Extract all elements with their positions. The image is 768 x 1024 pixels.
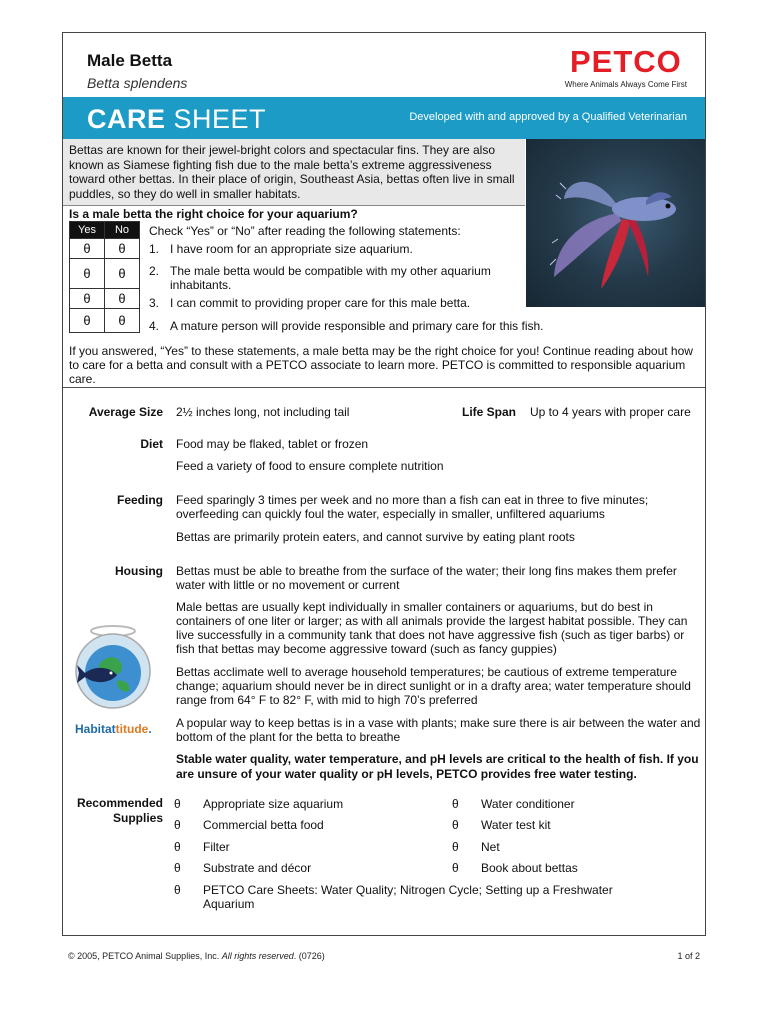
footer-copyright [68, 951, 325, 961]
banner-title [87, 104, 266, 135]
housing-item: Male bettas are usually kept individually in smaller containers or aquariums, but do best in containers of one liter or larger; as with all animals provide the largest habitat possible. They can live successfully in a community tank that does not have aggressive fish (such as tiger barbs) or fish that bettas may become aggressive toward (such as fancy guppies) [176, 600, 688, 656]
life-span-value: Up to 4 years with proper care [530, 405, 691, 419]
document-code: . (0726) [293, 951, 325, 961]
no-checkbox-4[interactable]: θ [105, 309, 140, 333]
betta-fish-photo [526, 139, 706, 307]
yes-no-row [70, 259, 140, 289]
section-divider [63, 387, 706, 388]
supply-text: Appropriate size aquarium [203, 797, 344, 811]
supply-bullet: θ [174, 861, 181, 875]
average-size-label: Average Size [88, 405, 163, 419]
housing-item: A popular way to keep bettas is in a vase with plants; make sure there is air between the water and bottom of the plant for the betta to breathe [176, 716, 701, 744]
housing-item: Bettas acclimate well to average household temperatures; be cautious of extreme temperature change; aquarium should never be in direct sunlight or in a drafty area; water temperature should range from 64° F to 82° F, with mid to high 70’s preferred [176, 665, 691, 707]
supply-text: Substrate and décor [203, 861, 312, 875]
supply-bullet: θ [452, 840, 459, 854]
yes-no-row [70, 289, 140, 309]
statement-number: 2. [149, 264, 160, 278]
habitattitude-part2: titude [115, 722, 149, 736]
life-span-label: Life Span [462, 405, 517, 419]
supply-bullet: θ [174, 818, 181, 832]
statement-2 [149, 264, 529, 292]
banner-note: Developed with and approved by a Qualified Veterinarian [409, 111, 687, 123]
logo-tagline: Where Animals Always Come First [564, 80, 687, 89]
yes-checkbox-3[interactable]: θ [70, 289, 105, 309]
quiz-question: Is a male betta the right choice for your aquarium? [69, 207, 358, 221]
supply-item [174, 818, 434, 832]
page-number: 1 of 2 [677, 951, 700, 961]
fishbowl-globe-icon [65, 625, 161, 709]
supply-text: Water conditioner [481, 797, 575, 811]
intro-text: Bettas are known for their jewel-bright colors and spectacular fins. They are also known as Siamese fighting fish due to the male betta’s extreme aggressiveness toward other bettas. In their place of origin, Southeast Asia, bettas often live in small puddles, so they do well in smaller habitats. [69, 143, 515, 201]
care-sheet-banner [63, 97, 706, 139]
supply-bullet: θ [174, 797, 181, 811]
statement-text: The male betta would be compatible with my other aquarium inhabitants. [170, 264, 491, 292]
page-title: Male Betta [87, 51, 173, 70]
statement-number: 3. [149, 296, 160, 310]
logo-wordmark: PETCO [569, 44, 682, 79]
yes-no-row [70, 239, 140, 259]
supply-bullet: θ [452, 797, 459, 811]
diet-label: Diet [140, 437, 163, 451]
supply-bullet: θ [174, 883, 181, 897]
supply-item [452, 797, 692, 811]
supply-item [174, 840, 434, 854]
statement-1 [149, 242, 529, 256]
scientific-name: Betta splendens [87, 75, 188, 91]
supply-text: Book about bettas [481, 861, 578, 875]
supply-bullet: θ [174, 840, 181, 854]
yes-checkbox-2[interactable]: θ [70, 259, 105, 289]
supply-text: Water test kit [481, 818, 551, 832]
statement-3 [149, 296, 529, 310]
supplies-label-line1: Recommended [76, 796, 163, 810]
statement-text: I have room for an appropriate size aquarium. [170, 242, 413, 256]
no-checkbox-1[interactable]: θ [105, 239, 140, 259]
statement-text: A mature person will provide responsible and primary care for this fish. [170, 319, 544, 333]
habitattitude-logo [75, 722, 152, 736]
supply-text: Net [481, 840, 500, 854]
statement-number: 4. [149, 319, 160, 333]
quiz-instruction: Check “Yes” or “No” after reading the following statements: [149, 224, 461, 238]
yes-no-row [70, 309, 140, 333]
statement-4 [149, 319, 609, 333]
supply-item [452, 818, 692, 832]
copyright-text: © 2005, PETCO Animal Supplies, Inc. [68, 951, 222, 961]
feeding-item: Feed sparingly 3 times per week and no more than a fish can eat in three to five minutes; overfeeding can quickly foul the water, especially in smaller, unfiltered aquariums [176, 493, 649, 521]
yes-header: Yes [70, 222, 105, 239]
feeding-item: Bettas are primarily protein eaters, and cannot survive by eating plant roots [176, 530, 575, 544]
care-sheet [62, 32, 706, 936]
diet-item: Food may be flaked, tablet or frozen [176, 437, 369, 451]
yes-no-header [70, 222, 140, 239]
supply-text: Filter [203, 840, 230, 854]
average-size-value: 2½ inches long, not including tail [176, 405, 350, 419]
supply-item [174, 797, 434, 811]
petco-logo [565, 45, 687, 89]
supply-item [452, 840, 692, 854]
supply-bullet: θ [452, 861, 459, 875]
no-checkbox-2[interactable]: θ [105, 259, 140, 289]
supply-bullet: θ [452, 818, 459, 832]
habitattitude-part1: Habitat [75, 722, 116, 736]
no-checkbox-3[interactable]: θ [105, 289, 140, 309]
rights-text: All rights reserved [221, 951, 294, 961]
statement-number: 1. [149, 242, 160, 256]
housing-item: Bettas must be able to breathe from the surface of the water; their long fins makes them prefer water with little or no movement or current [176, 564, 677, 592]
supply-text: Commercial betta food [203, 818, 324, 832]
water-quality-note: Stable water quality, water temperature, and pH levels are critical to the health of fish. If you are unsure of your water quality or pH levels, PETCO provides free water testing. [176, 752, 699, 781]
housing-label: Housing [115, 564, 163, 578]
yes-no-table [69, 221, 140, 333]
recommended-supplies-label [63, 796, 163, 826]
supplies-label-line2: Supplies [112, 811, 163, 825]
supply-item [452, 861, 692, 875]
quiz-result: If you answered, “Yes” to these statements, a male betta may be the right choice for you! Continue reading about how to care for a betta and consult with a PETCO associate to learn more. PETCO is committed to responsible aquarium care. [69, 344, 693, 386]
yes-checkbox-4[interactable]: θ [70, 309, 105, 333]
diet-item: Feed a variety of food to ensure complete nutrition [176, 459, 444, 473]
supply-item [174, 861, 434, 875]
intro-box [63, 139, 525, 206]
banner-title-bold: CARE [87, 104, 166, 134]
supply-item [174, 883, 644, 911]
habitattitude-tm: . [148, 722, 152, 736]
banner-title-rest: SHEET [165, 104, 267, 134]
no-header: No [105, 222, 140, 239]
yes-checkbox-1[interactable]: θ [70, 239, 105, 259]
supply-text: PETCO Care Sheets: Water Quality; Nitrogen Cycle; Setting up a Freshwater Aquarium [203, 883, 613, 911]
statement-text: I can commit to providing proper care for this male betta. [170, 296, 471, 310]
feeding-label: Feeding [116, 493, 163, 507]
betta-fish-illustration [526, 139, 706, 307]
